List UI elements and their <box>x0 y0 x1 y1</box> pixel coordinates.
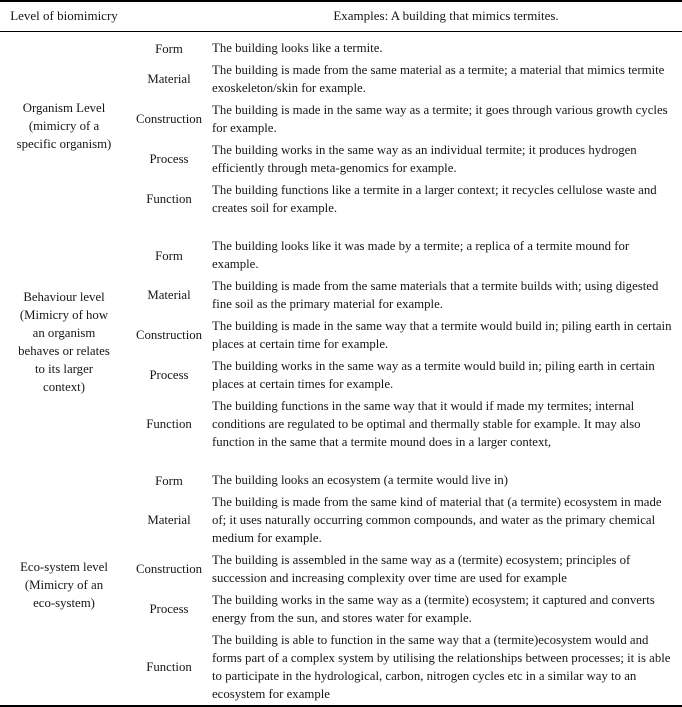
example-text: The building looks an ecosystem (a termite would live in) <box>212 473 509 487</box>
aspect-label: Material <box>147 72 191 86</box>
level-qualifier: (Mimicry of how an organism behaves or relates to its larger context) <box>18 307 110 394</box>
example-text: The building is made from the same materials that a termite builds with; using digested fine soil as the primary material for example. <box>212 279 659 311</box>
example-text: The building works in the same way as a (termite) ecosystem; it captured and converts energy from the sun, and stores water for example. <box>212 593 655 625</box>
aspect-label: Material <box>147 288 191 302</box>
level-cell-behaviour-level <box>0 230 128 453</box>
level-qualifier: (Mimicry of an eco-system) <box>24 577 104 610</box>
example-text: The building looks like a termite. <box>212 41 383 55</box>
example-text: The building is able to function in the same way that a (termite)ecosystem would and forms part of a complex system by utilising the relationships between processes; it is able to participate in the hydrological, carbon, nitrogen cycles etc in a similar way to an ecosystem for example <box>212 633 671 701</box>
section-gap <box>0 219 682 230</box>
level-name: Eco-system level <box>20 559 108 574</box>
level-name: Organism Level <box>22 100 106 115</box>
example-text: The building is made in the same way as a termite; it goes through various growth cycles for example. <box>212 103 668 135</box>
header-examples: Examples: A building that mimics termites. <box>210 1 682 32</box>
section-gap-cell <box>0 453 682 464</box>
level-cell-eco-system-level <box>0 464 128 706</box>
example-text: The building functions in the same way that it would if made my termites; internal conditions are regulated to be optimal and thermally stable for example. It may also function in the same that a termite mound does in a larger context, <box>212 399 641 449</box>
example-text: The building is made from the same kind of material that (a termite) ecosystem in made of; it uses naturally occurring common compounds, and water as the primary chemical medium for example. <box>212 495 662 545</box>
table-row-organism-level-form <box>0 32 682 60</box>
example-text: The building functions like a termite in a larger context; it recycles cellulose waste and creates soil for example. <box>212 183 657 215</box>
aspect-label: Form <box>155 42 183 56</box>
aspect-label: Function <box>146 660 192 674</box>
header-level-of-biomimicry: Level of biomimicry <box>0 1 128 32</box>
section-gap-cell <box>0 219 682 230</box>
example-text: The building looks like it was made by a termite; a replica of a termite mound for example. <box>212 239 630 271</box>
aspect-label: Form <box>155 474 183 488</box>
example-text: The building works in the same way as a termite would build in; piling earth in certain places at certain times for example. <box>212 359 655 391</box>
header-aspect-spacer <box>128 1 210 32</box>
level-name: Behaviour level <box>23 289 105 304</box>
aspect-label: Process <box>149 368 189 382</box>
table-row-eco-system-level-form <box>0 464 682 491</box>
aspect-label: Construction <box>135 112 203 126</box>
aspect-label: Process <box>149 602 189 616</box>
example-text: The building is made in the same way that a termite would build in; piling earth in certain places at certain time for example. <box>212 319 672 351</box>
section-gap <box>0 453 682 464</box>
level-cell-organism-level <box>0 32 128 220</box>
example-text: The building is assembled in the same way as a (termite) ecosystem; principles of succession and increasing complexity over time are used for example <box>212 553 631 585</box>
example-text: The building is made from the same material as a termite; a material that mimics termite exoskeleton/skin for example. <box>212 63 665 95</box>
aspect-label: Form <box>155 249 183 263</box>
level-qualifier: (mimicry of a specific organism) <box>16 118 112 151</box>
aspect-label: Construction <box>135 562 203 576</box>
aspect-label: Function <box>146 192 192 206</box>
table-body <box>0 32 682 707</box>
table-row-behaviour-level-form <box>0 230 682 275</box>
example-text: The building works in the same way as an individual termite; it produces hydrogen efficiently through meta-genomics for example. <box>212 143 637 175</box>
aspect-label: Process <box>149 152 189 166</box>
table-header-row <box>0 1 682 32</box>
aspect-label: Material <box>147 513 191 527</box>
aspect-label: Construction <box>135 328 203 342</box>
aspect-label: Function <box>146 417 192 431</box>
